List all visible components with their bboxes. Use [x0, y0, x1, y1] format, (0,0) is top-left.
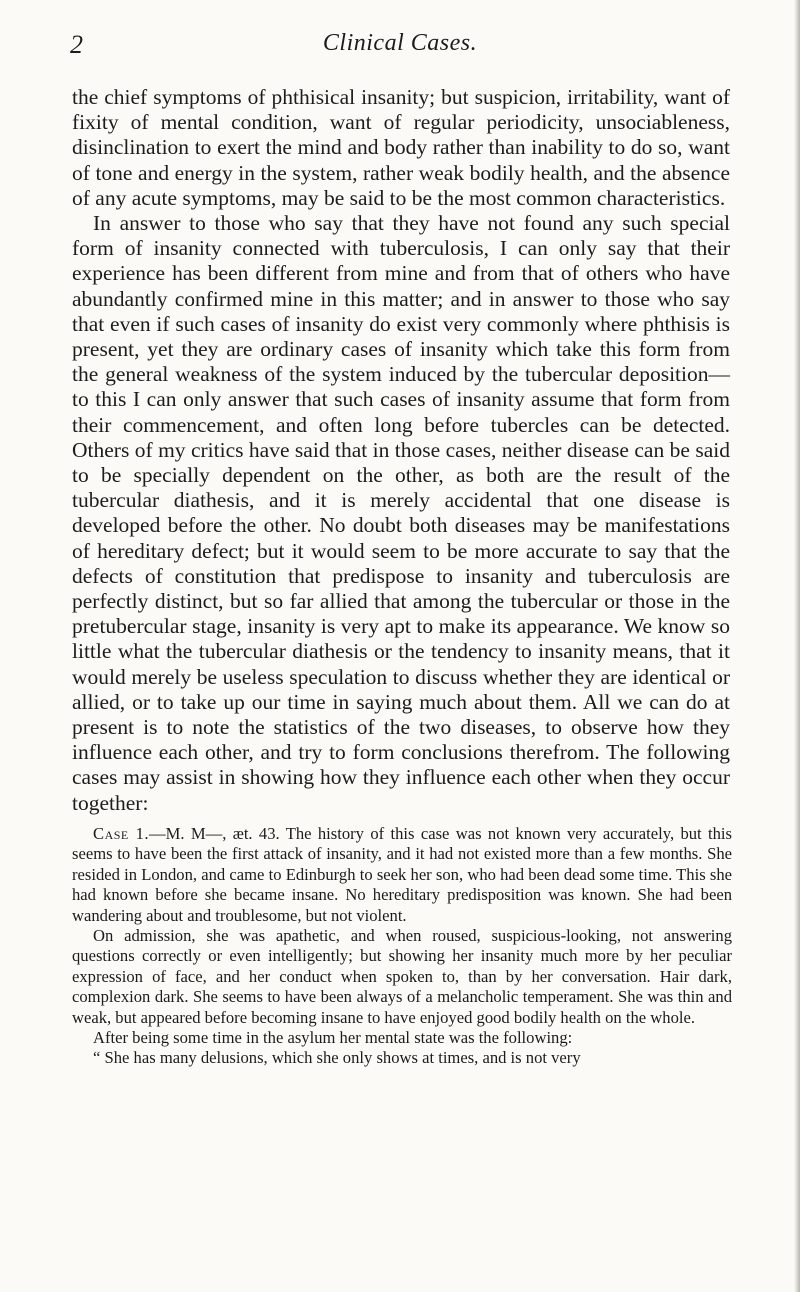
case-paragraph-4: “ She has many delusions, which she only shows at times, and is not very: [93, 1048, 581, 1068]
paragraph-2: In answer to those who say that they have not found any such special form of insanity connected with tuberculosis, I can only say that their experience has been different from mine and from that of others who have abundantly confirmed mine in this matter; and in answer to those who say that even if such cases of insanity do exist very commonly where phthisis is present, yet they are ordinary cases of insanity which take this form from the general weakness of the system induced by the tubercular deposition—to this I can only answer that such cases of insanity assume that form from their commencement, and often long before tubercles can be detected. Others of my critics have said that in those cases, neither disease can be said to be specially dependent on the other, as both are the result of the tubercular diathesis, and it is merely accidental that one disease is developed before the other. No doubt both diseases may be manifestations of hereditary defect; but it would seem to be more accurate to say that the defects of constitution that predispose to insanity and tuberculosis are perfectly distinct, but so far allied that among the tubercular or those in the pretubercular stage, insanity is very apt to make its appearance. We know so little what the tubercular diathesis or the tendency to insanity means, that it would merely be useless speculation to discuss whether they are identical or allied, or to take up our time in saying much about them. All we can do at present is to note the statistics of the two diseases, to observe how they influence each other, and try to form conclusions therefrom. The following cases may assist in showing how they influence each other when they occur together:: [72, 211, 730, 815]
case-paragraph-3: After being some time in the asylum her mental state was the following:: [93, 1028, 573, 1048]
page-edge-shadow: [794, 0, 800, 1292]
case-paragraph-1: [72, 824, 732, 926]
page-number: 2: [70, 30, 83, 59]
case-intro-text: —M. M—, æt. 43. The history of this case was not known very accurately, but this seems to have been the first attack of insanity, and it had not existed more than a few months. She resided in London, and came to Edinburgh to seek her son, who had been dead some time. This she had known before she became insane. No hereditary predisposition was known. She had been wandering about and troublesome, but not violent.: [72, 824, 732, 925]
main-text: [72, 85, 730, 816]
paragraph-1: the chief symptoms of phthisical insanity; but suspicion, irritability, want of fixity of mental condition, want of regular periodicity, unsociableness, disinclination to exert the mind and body rather than inability to do so, want of tone and energy in the system, rather weak bodily health, and the absence of any acute symptoms, may be said to be the most common characteristics.: [72, 85, 730, 210]
case-report: [72, 824, 732, 1069]
page-header: [70, 30, 730, 70]
case-paragraph-2: On admission, she was apathetic, and when roused, suspicious-looking, not answering questions correctly or even intelligently; but showing her insanity much more by her peculiar expression of face, and her conduct when spoken to, than by her conversation. Hair dark, complexion dark. She seems to have been always of a melancholic temperament. She was thin and weak, but appeared before becoming insane to have enjoyed good bodily health on the whole.: [72, 926, 732, 1027]
case-label: Case 1.: [93, 824, 150, 843]
running-head: Clinical Cases.: [322, 30, 478, 56]
